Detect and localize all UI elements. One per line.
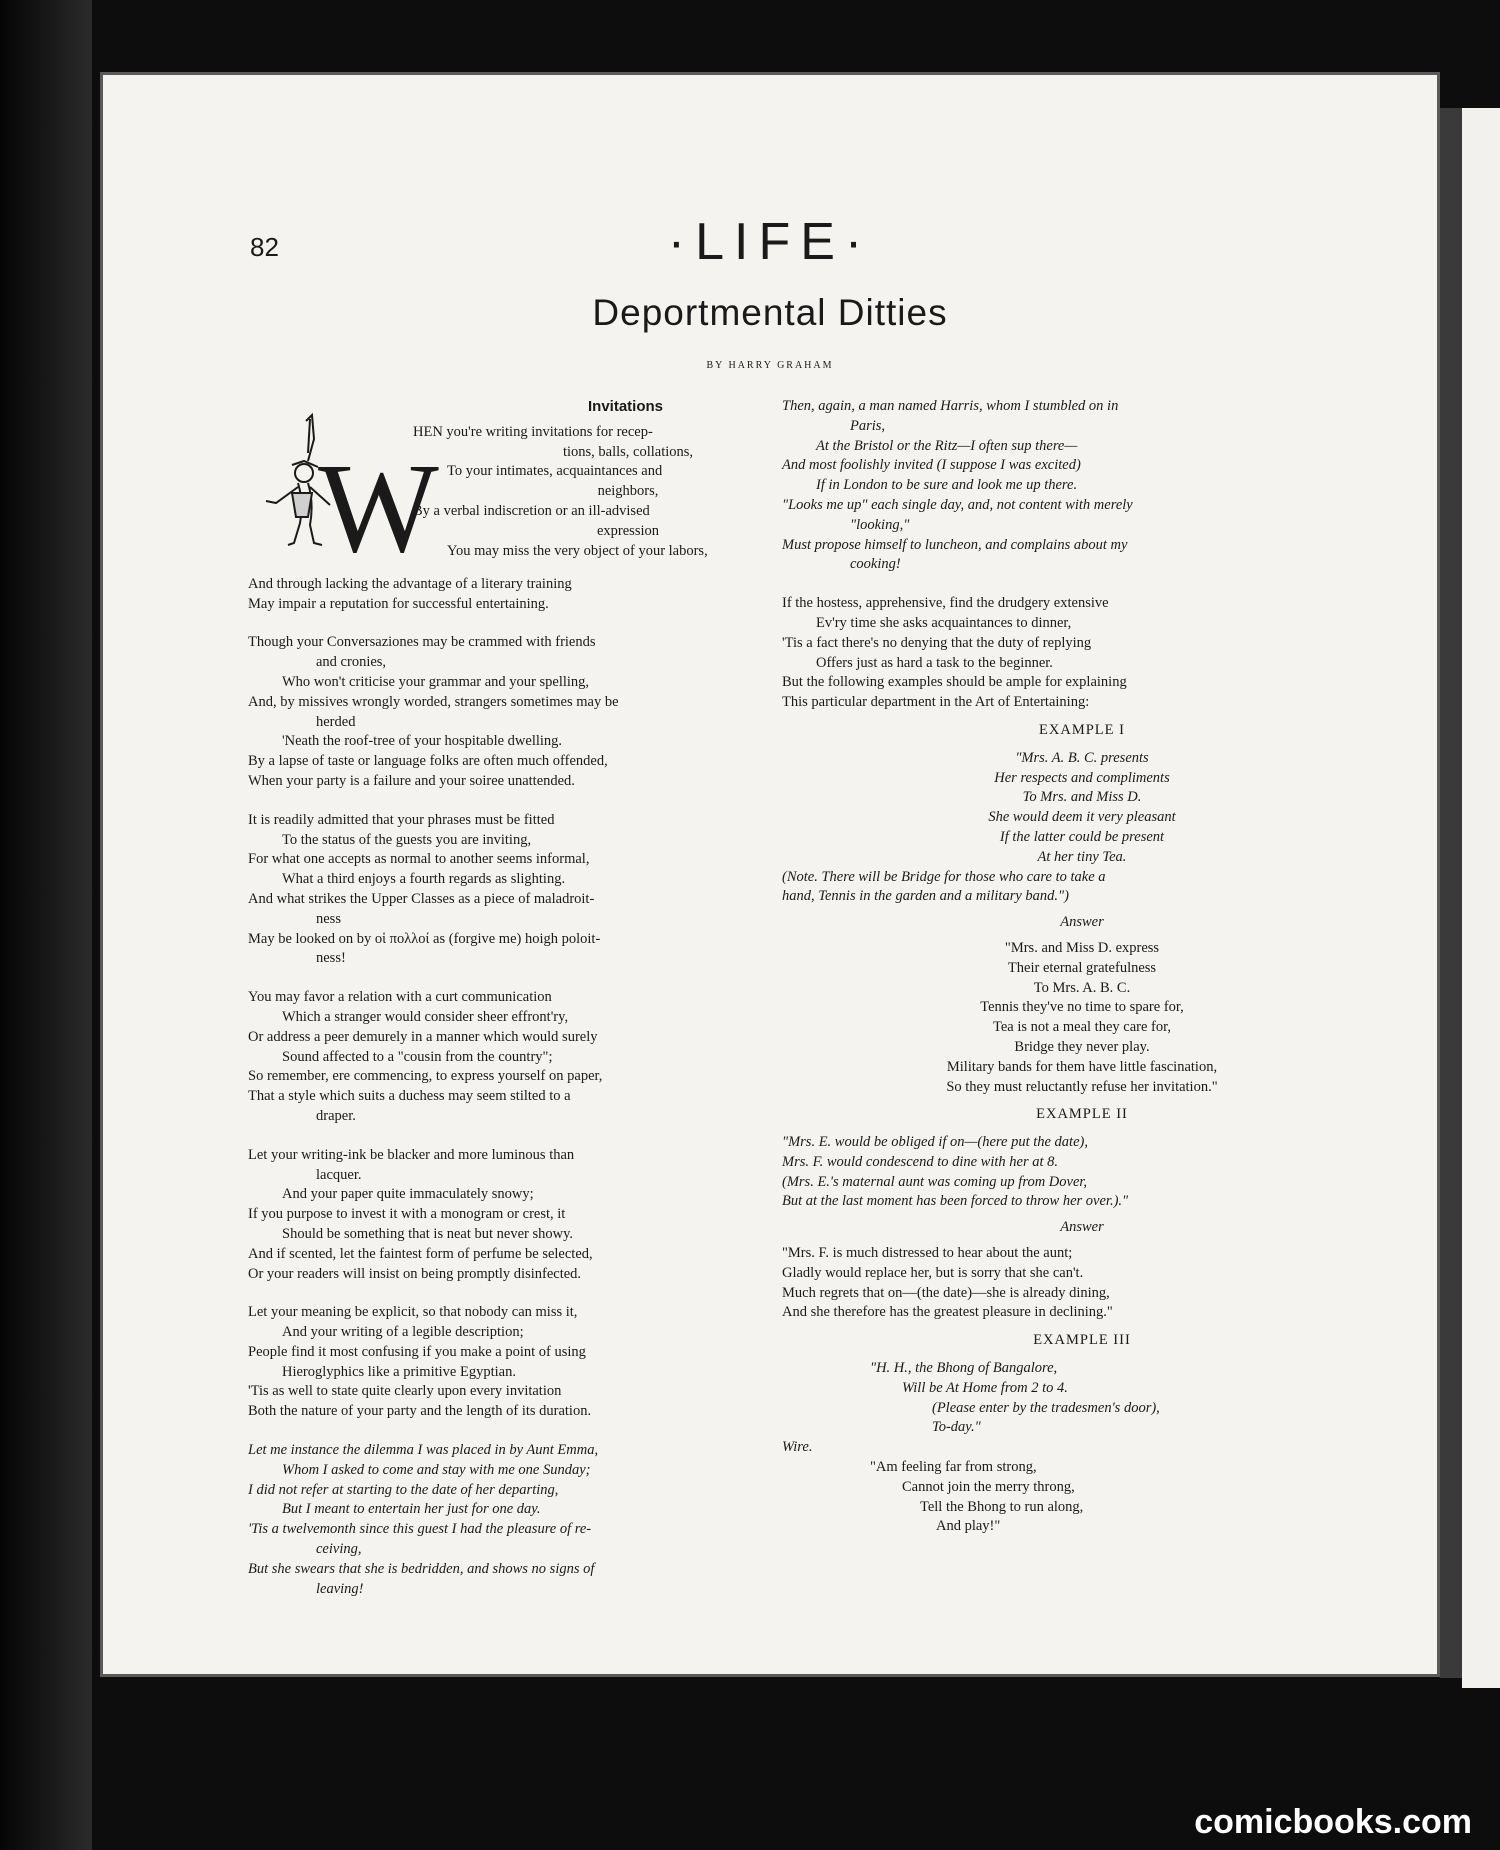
article-title: Deportmental Ditties	[592, 292, 948, 333]
verse-line: At her tiny Tea.	[1037, 848, 1127, 865]
verse-line: I did not refer at starting to the date of her departing,	[248, 1481, 559, 1498]
answer-label: Answer	[1060, 914, 1104, 931]
verse-line: You may favor a relation with a curt communication	[248, 989, 552, 1006]
verse-line: And your writing of a legible description;	[282, 1324, 524, 1341]
verse-line: Tell the Bhong to run along,	[920, 1498, 1084, 1515]
verse-line: But she swears that she is bedridden, and shows no signs of	[248, 1560, 595, 1577]
verse-line: Mrs. F. would condescend to dine with her at 8.	[782, 1153, 1059, 1170]
drop-text	[413, 423, 843, 562]
verse-line: "Mrs. and Miss D. express	[1004, 939, 1160, 956]
left-column	[248, 397, 843, 1599]
verse-line: So remember, ere commencing, to express yourself on paper,	[248, 1068, 603, 1085]
verse-line: (Mrs. E.'s maternal aunt was coming up from Dover,	[782, 1173, 1088, 1190]
verse-line: "Am feeling far from strong,	[870, 1459, 1037, 1476]
verse-line: What a third enjoys a fourth regards as slighting.	[282, 871, 566, 888]
verse-line: leaving!	[316, 1580, 364, 1597]
verse-line: Tea is not a meal they care for,	[993, 1019, 1171, 1036]
verse-line: You may miss the very object of your labors,	[447, 542, 708, 559]
verse-line: 'Tis a twelvemonth since this guest I had the pleasure of re-	[248, 1521, 592, 1538]
verse-line: But the following examples should be ample for explaining	[782, 674, 1127, 691]
verse-line: neighbors,	[597, 483, 659, 500]
verse-line: HEN you're writing invitations for recep-	[413, 423, 653, 440]
example-heading: EXAMPLE II	[1036, 1106, 1128, 1123]
verse-line: Gladly would replace her, but is sorry that she can't.	[782, 1264, 1084, 1281]
answer-label: Answer	[1060, 1219, 1104, 1236]
verse-line: "Mrs. F. is much distressed to hear about the aunt;	[782, 1245, 1073, 1262]
verse-line: "Mrs. E. would be obliged if on—(here put the date),	[782, 1134, 1088, 1151]
verse-line: May impair a reputation for successful entertaining.	[248, 595, 549, 612]
verse-line: Let your writing-ink be blacker and more luminous than	[248, 1146, 575, 1163]
verse-line: Or address a peer demurely in a manner which would surely	[248, 1028, 598, 1045]
verse-line: herded	[316, 713, 356, 730]
verse-line: Both the nature of your party and the length of its duration.	[248, 1403, 592, 1420]
verse-line: (Please enter by the tradesmen's door),	[932, 1399, 1160, 1416]
verse-line: tions, balls, collations,	[562, 443, 694, 460]
verse-line: Though your Conversaziones may be crammed with friends	[248, 634, 596, 651]
verse-line: "looking,"	[850, 516, 910, 533]
verse-line: But at the last moment has been forced to throw her over.)."	[782, 1193, 1129, 1210]
verse-line: cooking!	[850, 556, 901, 573]
wire-label: Wire.	[782, 1439, 813, 1456]
verse-line: Or your readers will insist on being promptly disinfected.	[248, 1265, 582, 1282]
verse-line: expression	[596, 522, 659, 539]
verse-line: That a style which suits a duchess may seem stilted to a	[248, 1088, 571, 1105]
page-gutter	[1440, 108, 1462, 1678]
example-heading: EXAMPLE III	[1033, 1332, 1131, 1349]
verse-line: lacquer.	[316, 1166, 362, 1183]
verse-line: And play!"	[936, 1518, 1001, 1535]
verse-line: Let your meaning be explicit, so that nobody can miss it,	[248, 1304, 578, 1321]
section-title: Invitations	[587, 398, 663, 415]
verse-line: But I meant to entertain her just for one day.	[282, 1501, 541, 1518]
verse-line: 'Tis a fact there's no denying that the duty of replying	[782, 634, 1092, 651]
verse-line: This particular department in the Art of Entertaining:	[782, 694, 1090, 711]
verse-line: Cannot join the merry throng,	[902, 1478, 1075, 1495]
verse-line: Then, again, a man named Harris, whom I stumbled on in	[782, 398, 1119, 414]
verse-line: Their eternal gratefulness	[1007, 959, 1157, 976]
verse-line: And what strikes the Upper Classes as a piece of maladroit-	[248, 890, 595, 907]
verse-line: Sound affected to a "cousin from the country";	[282, 1048, 553, 1065]
verse-line: Paris,	[850, 417, 886, 434]
verse-line: At the Bristol or the Ritz—I often sup there—	[816, 437, 1078, 454]
verse-line: Must propose himself to luncheon, and complains about my	[782, 536, 1128, 553]
right-column	[782, 397, 1382, 1537]
verse-line: 'Neath the roof-tree of your hospitable dwelling.	[282, 733, 563, 750]
running-head: ·LIFE·	[667, 213, 873, 271]
verse-line: (Note. There will be Bridge for those who care to take a	[782, 868, 1106, 885]
verse-line: ceiving,	[316, 1541, 362, 1558]
verse-line: When your party is a failure and your soiree unattended.	[248, 772, 575, 789]
magazine-page	[100, 72, 1440, 1677]
verse-line: Who won't criticise your grammar and your spelling,	[282, 673, 590, 690]
verse-line: To the status of the guests you are inviting,	[282, 831, 532, 848]
verse-line: "H. H., the Bhong of Bangalore,	[870, 1360, 1058, 1377]
page-number: 82	[250, 232, 279, 262]
adjacent-page	[1462, 108, 1500, 1688]
verse-line: Offers just as hard a task to the beginner.	[816, 654, 1053, 671]
verse-line: Should be something that is neat but never showy.	[282, 1225, 574, 1242]
verse-line: She would deem it very pleasant	[988, 809, 1176, 826]
verse-line: Military bands for them have little fascination,	[946, 1058, 1218, 1075]
verse-line: Will be At Home from 2 to 4.	[902, 1379, 1068, 1396]
drop-cap: W	[318, 436, 439, 579]
verse-line: If in London to be sure and look me up there.	[816, 477, 1078, 494]
verse-line: If you purpose to invest it with a monogram or crest, it	[248, 1206, 566, 1223]
verse-line: and cronies,	[316, 654, 387, 671]
verse-line: And most foolishly invited (I suppose I was excited)	[782, 457, 1081, 474]
verse-line: For what one accepts as normal to another seems informal,	[248, 851, 590, 868]
verse-line: People find it most confusing if you make a point of using	[248, 1343, 586, 1360]
byline: BY HARRY GRAHAM	[706, 360, 834, 371]
verse-line: Her respects and compliments	[994, 769, 1170, 786]
verse-line: And, by missives wrongly worded, strangers sometimes may be	[248, 693, 619, 710]
verse-line: By a lapse of taste or language folks are often much offended,	[248, 753, 608, 770]
example-heading: EXAMPLE I	[1039, 721, 1125, 738]
verse-line: 'Tis as well to state quite clearly upon every invitation	[248, 1383, 562, 1400]
verse-line: And if scented, let the faintest form of perfume be selected,	[248, 1245, 593, 1262]
scan-edge	[0, 0, 92, 1850]
verse-line: To Mrs. and Miss D.	[1022, 789, 1142, 806]
watermark: comicbooks.com	[1194, 1803, 1472, 1841]
verse-line: And your paper quite immaculately snowy;	[282, 1186, 534, 1203]
verse-line: Hieroglyphics like a primitive Egyptian.	[282, 1363, 516, 1380]
verse-line: Tennis they've no time to spare for,	[980, 999, 1184, 1016]
verse-line: If the latter could be present	[999, 828, 1165, 845]
jester-illustration	[248, 413, 439, 579]
verse-line: So they must reluctantly refuse her invitation."	[946, 1078, 1218, 1095]
verse-line: Bridge they never play.	[1014, 1038, 1150, 1055]
verse-line: hand, Tennis in the garden and a military band.")	[782, 888, 1069, 905]
drop-cap-block	[248, 423, 843, 579]
verse-line: draper.	[316, 1107, 356, 1124]
verse-line: Ev'ry time she asks acquaintances to dinner,	[816, 614, 1072, 631]
verse-line: To your intimates, acquaintances and	[447, 463, 663, 480]
verse-line: Much regrets that on—(the date)—she is already dining,	[782, 1284, 1110, 1301]
verse-line: To Mrs. A. B. C.	[1033, 979, 1131, 996]
verse-line: Which a stranger would consider sheer effront'ry,	[282, 1008, 569, 1025]
verse-line: To-day."	[932, 1419, 981, 1436]
verse-line: "Looks me up" each single day, and, not content with merely	[782, 496, 1133, 513]
verse-line: Whom I asked to come and stay with me one Sunday;	[282, 1461, 591, 1478]
verse-line: ness	[316, 910, 341, 927]
verse-line: "Mrs. A. B. C. presents	[1015, 749, 1149, 766]
verse-line: And she therefore has the greatest pleasure in declining."	[782, 1304, 1113, 1321]
verse-line: ness!	[316, 950, 346, 967]
verse-line: By a verbal indiscretion or an ill-advised	[413, 502, 650, 519]
verse-line: May be looked on by οἱ πολλοί as (forgive me) hoigh poloit-	[248, 930, 601, 947]
verse-line: And through lacking the advantage of a literary training	[248, 575, 572, 592]
verse-line: It is readily admitted that your phrases must be fitted	[248, 811, 555, 828]
verse-line: If the hostess, apprehensive, find the drudgery extensive	[782, 595, 1109, 612]
verse-line: Let me instance the dilemma I was placed in by Aunt Emma,	[248, 1442, 599, 1459]
